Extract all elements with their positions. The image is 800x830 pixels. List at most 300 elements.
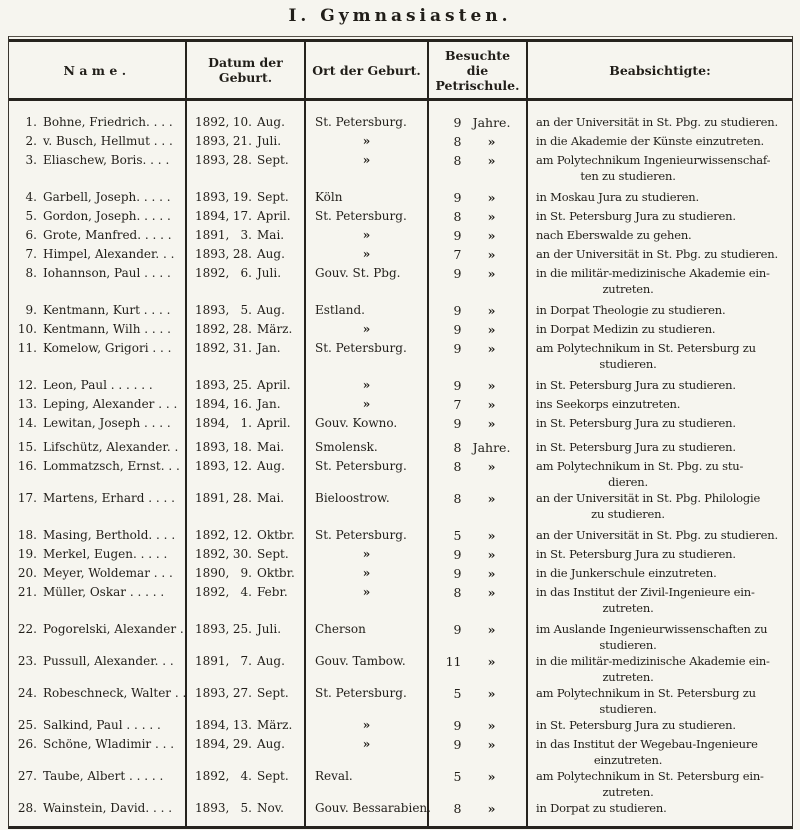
school-years-cell <box>429 151 528 183</box>
student-name: Leping, Alexander . . . <box>43 397 178 411</box>
intention-line: studieren. <box>599 638 657 652</box>
table-row <box>9 767 792 799</box>
student-name: Martens, Erhard . . . . <box>43 491 175 505</box>
years-attended: 8 <box>453 209 462 224</box>
table-row <box>9 799 792 826</box>
years-unit: » <box>487 547 496 562</box>
birth-day: 12. <box>232 459 252 473</box>
school-years-cell <box>429 371 528 395</box>
student-name: Masing, Berthold. . . . <box>43 528 176 542</box>
row-number: 16. <box>17 459 37 473</box>
student-name: Grote, Manfred. . . . . <box>43 228 172 242</box>
birth-year: 1890, <box>195 566 230 580</box>
name-cell <box>9 339 187 371</box>
birth-day: 9. <box>240 566 252 580</box>
birth-month: Mai. <box>257 491 285 505</box>
table-row <box>9 264 792 296</box>
birth-year: 1892, <box>195 528 230 542</box>
intention-line: zutreten. <box>602 282 654 296</box>
birth-place-cell: » <box>306 371 429 395</box>
name-cell <box>9 395 187 414</box>
birth-year: 1893, <box>195 459 230 473</box>
years-unit: » <box>487 209 496 224</box>
row-number: 7. <box>25 247 37 261</box>
birth-month: Aug. <box>257 247 285 261</box>
birth-month: Aug. <box>257 459 285 473</box>
header-school-years: Besuchte die Petrischule. <box>429 42 528 98</box>
intention-line: am Polytechnikum in St. Petersburg zu <box>536 686 756 700</box>
birth-place-cell: » <box>306 735 429 767</box>
school-years-cell <box>429 183 528 207</box>
student-name: Salkind, Paul . . . . . <box>43 718 161 732</box>
birth-day: 16. <box>232 397 252 411</box>
row-number: 3. <box>25 153 37 167</box>
birth-month: März. <box>257 322 293 336</box>
years-attended: 5 <box>453 528 462 543</box>
intention-line: zu studieren. <box>591 507 665 521</box>
row-number: 1. <box>25 115 37 129</box>
row-number: 4. <box>25 190 37 204</box>
student-name: Komelow, Grigori . . . <box>43 341 172 355</box>
birth-day: 4. <box>240 769 252 783</box>
row-number: 24. <box>17 686 37 700</box>
birth-place-cell: » <box>306 564 429 583</box>
row-number: 19. <box>17 547 37 561</box>
intention-cell <box>528 151 792 183</box>
intention-cell <box>528 320 792 339</box>
birth-day: 6. <box>240 266 252 280</box>
school-years-cell <box>429 735 528 767</box>
birth-year: 1893, <box>195 686 230 700</box>
name-cell <box>9 716 187 735</box>
name-cell <box>9 545 187 564</box>
table-row <box>9 684 792 716</box>
birth-place-cell: St. Petersburg. <box>306 684 429 716</box>
years-attended: 9 <box>453 190 462 205</box>
birth-month: Aug. <box>257 654 285 668</box>
birth-year: 1893, <box>195 622 230 636</box>
intention-line: in Dorpat Theologie zu studieren. <box>536 303 726 317</box>
birth-place-cell: Gouv. Kowno. <box>306 414 429 433</box>
birth-year: 1894, <box>195 397 230 411</box>
birth-date-cell <box>187 183 306 207</box>
name-cell <box>9 320 187 339</box>
birth-year: 1893, <box>195 134 230 148</box>
years-attended: 8 <box>453 585 462 600</box>
name-cell <box>9 101 187 132</box>
birth-date-cell <box>187 545 306 564</box>
table-row <box>9 457 792 489</box>
intention-line: an der Universität in St. Pbg. zu studieren. <box>536 247 778 261</box>
name-cell <box>9 457 187 489</box>
name-cell <box>9 414 187 433</box>
birth-year: 1892, <box>195 547 230 561</box>
birth-day: 5. <box>240 303 252 317</box>
birth-date-cell <box>187 583 306 615</box>
years-unit: » <box>487 303 496 318</box>
intention-line: an der Universität in St. Pbg. zu studieren. <box>536 528 778 542</box>
birth-month: Juli. <box>257 622 282 636</box>
years-attended: 9 <box>453 737 462 752</box>
intention-line: in die militär-medizinische Akademie ein- <box>536 654 770 668</box>
birth-day: 12. <box>232 528 252 542</box>
school-years-cell <box>429 101 528 132</box>
intention-line: in St. Petersburg Jura zu studieren. <box>536 440 736 454</box>
page-title: I. Gymnasiasten. <box>288 6 512 26</box>
name-cell <box>9 226 187 245</box>
intention-cell <box>528 583 792 615</box>
years-attended: 11 <box>445 654 462 669</box>
intention-line: in St. Petersburg Jura zu studieren. <box>536 378 736 392</box>
school-years-cell <box>429 545 528 564</box>
intention-line: ten zu studieren. <box>580 169 676 183</box>
name-cell <box>9 132 187 151</box>
table-row <box>9 339 792 371</box>
birth-month: Juli. <box>257 134 282 148</box>
intention-cell <box>528 371 792 395</box>
birth-place-cell: » <box>306 545 429 564</box>
years-unit: Jahre. <box>472 115 511 130</box>
intention-line: dieren. <box>608 475 648 489</box>
birth-day: 19. <box>232 190 252 204</box>
header-birth-place: Ort der Geburt. <box>306 42 429 98</box>
birth-date-cell <box>187 564 306 583</box>
years-attended: 8 <box>453 153 462 168</box>
birth-month: Jan. <box>257 341 281 355</box>
birth-date-cell <box>187 132 306 151</box>
birth-month: Sept. <box>257 190 289 204</box>
birth-day: 3. <box>240 228 252 242</box>
row-number: 28. <box>17 801 37 815</box>
table-row <box>9 245 792 264</box>
birth-day: 28. <box>232 491 252 505</box>
birth-day: 28. <box>232 322 252 336</box>
table-header-row <box>9 42 792 101</box>
intention-cell <box>528 735 792 767</box>
years-unit: » <box>487 134 496 149</box>
name-cell <box>9 564 187 583</box>
name-cell <box>9 521 187 545</box>
birth-month: März. <box>257 718 293 732</box>
intention-cell <box>528 226 792 245</box>
years-attended: 9 <box>453 416 462 431</box>
intention-line: in Dorpat Medizin zu studieren. <box>536 322 716 336</box>
name-cell <box>9 799 187 826</box>
birth-place-cell: Reval. <box>306 767 429 799</box>
name-cell <box>9 151 187 183</box>
intention-cell <box>528 716 792 735</box>
years-unit: » <box>487 528 496 543</box>
birth-month: Oktbr. <box>257 566 295 580</box>
table-row <box>9 735 792 767</box>
birth-place-cell: » <box>306 583 429 615</box>
school-years-cell <box>429 433 528 457</box>
school-years-cell <box>429 684 528 716</box>
years-attended: 8 <box>453 440 462 455</box>
school-years-cell <box>429 226 528 245</box>
row-number: 21. <box>17 585 37 599</box>
intention-cell <box>528 296 792 320</box>
school-years-cell <box>429 489 528 521</box>
birth-month: Aug. <box>257 737 285 751</box>
birth-month: Mai. <box>257 228 285 242</box>
intention-line: in die Junkerschule einzutreten. <box>536 566 717 580</box>
school-years-cell <box>429 296 528 320</box>
years-attended: 9 <box>453 322 462 337</box>
intention-line: in das Institut der Zivil-Ingenieure ein- <box>536 585 755 599</box>
row-number: 26. <box>17 737 37 751</box>
birth-year: 1892, <box>195 115 230 129</box>
years-attended: 7 <box>453 247 462 262</box>
table-row <box>9 521 792 545</box>
header-name: Name. <box>9 42 187 98</box>
student-name: Merkel, Eugen. . . . . <box>43 547 168 561</box>
student-name: Meyer, Woldemar . . . <box>43 566 173 580</box>
intention-line: am Polytechnikum in St. Pbg. zu stu- <box>536 459 744 473</box>
birth-year: 1894, <box>195 737 230 751</box>
student-name: Lifschütz, Alexander. . <box>43 440 179 454</box>
row-number: 5. <box>25 209 37 223</box>
student-name: Iohannson, Paul . . . . <box>43 266 171 280</box>
table-row <box>9 320 792 339</box>
school-years-cell <box>429 395 528 414</box>
school-years-cell <box>429 521 528 545</box>
birth-day: 31. <box>232 341 252 355</box>
years-attended: 7 <box>453 397 462 412</box>
years-attended: 9 <box>453 115 462 130</box>
birth-place-cell: Smolensk. <box>306 433 429 457</box>
years-unit: » <box>487 378 496 393</box>
school-years-cell <box>429 799 528 826</box>
birth-date-cell <box>187 296 306 320</box>
years-unit: » <box>487 190 496 205</box>
birth-place-cell: Köln <box>306 183 429 207</box>
intention-cell <box>528 457 792 489</box>
birth-month: April. <box>257 209 291 223</box>
years-unit: » <box>487 322 496 337</box>
birth-date-cell <box>187 652 306 684</box>
row-number: 13. <box>17 397 37 411</box>
years-attended: 8 <box>453 491 462 506</box>
name-cell <box>9 433 187 457</box>
birth-date-cell <box>187 489 306 521</box>
intention-cell <box>528 132 792 151</box>
table-row <box>9 151 792 183</box>
birth-month: Juli. <box>257 266 282 280</box>
intention-line: in Dorpat zu studieren. <box>536 801 667 815</box>
birth-place-cell: Bieloostrow. <box>306 489 429 521</box>
birth-date-cell <box>187 371 306 395</box>
school-years-cell <box>429 245 528 264</box>
row-number: 6. <box>25 228 37 242</box>
birth-month: Aug. <box>257 303 285 317</box>
table-row <box>9 207 792 226</box>
row-number: 14. <box>17 416 37 430</box>
intention-cell <box>528 545 792 564</box>
birth-place-cell: » <box>306 395 429 414</box>
birth-year: 1893, <box>195 247 230 261</box>
intention-line: in St. Petersburg Jura zu studieren. <box>536 718 736 732</box>
table-row <box>9 652 792 684</box>
birth-date-cell <box>187 151 306 183</box>
student-name: Kentmann, Kurt . . . . <box>43 303 171 317</box>
birth-place-cell: Gouv. Bessarabien. <box>306 799 429 826</box>
birth-place-cell: » <box>306 320 429 339</box>
birth-month: Jan. <box>257 397 281 411</box>
row-number: 2. <box>25 134 37 148</box>
birth-day: 30. <box>232 547 252 561</box>
student-name: Leon, Paul . . . . . . <box>43 378 153 392</box>
years-unit: » <box>487 228 496 243</box>
student-name: Himpel, Alexander. . . <box>43 247 175 261</box>
intention-cell <box>528 207 792 226</box>
intention-line: in das Institut der Wegebau-Ingenieure <box>536 737 758 751</box>
birth-date-cell <box>187 264 306 296</box>
birth-date-cell <box>187 395 306 414</box>
birth-date-cell <box>187 320 306 339</box>
birth-year: 1891, <box>195 228 230 242</box>
birth-day: 29. <box>232 737 252 751</box>
student-name: Kentmann, Wilh . . . . <box>43 322 171 336</box>
birth-place-cell: » <box>306 716 429 735</box>
table-row <box>9 395 792 414</box>
birth-month: April. <box>257 378 291 392</box>
row-number: 18. <box>17 528 37 542</box>
row-number: 15. <box>17 440 37 454</box>
school-years-cell <box>429 207 528 226</box>
birth-date-cell <box>187 767 306 799</box>
birth-date-cell <box>187 245 306 264</box>
intention-line: zutreten. <box>602 601 654 615</box>
student-name: Wainstein, David. . . . <box>43 801 173 815</box>
years-attended: 9 <box>453 341 462 356</box>
students-table <box>8 36 793 829</box>
table-row <box>9 296 792 320</box>
years-unit: » <box>487 585 496 600</box>
birth-month: April. <box>257 416 291 430</box>
birth-year: 1892, <box>195 266 230 280</box>
table-row <box>9 583 792 615</box>
intention-line: zutreten. <box>602 785 654 799</box>
intention-cell <box>528 799 792 826</box>
name-cell <box>9 652 187 684</box>
birth-date-cell <box>187 339 306 371</box>
birth-month: Aug. <box>257 115 285 129</box>
intention-cell <box>528 101 792 132</box>
birth-year: 1891, <box>195 654 230 668</box>
years-attended: 9 <box>453 622 462 637</box>
student-name: Lommatzsch, Ernst. . . <box>43 459 180 473</box>
name-cell <box>9 735 187 767</box>
student-name: Pussull, Alexander. . . <box>43 654 174 668</box>
birth-day: 10. <box>232 115 252 129</box>
years-unit: » <box>487 718 496 733</box>
row-number: 23. <box>17 654 37 668</box>
birth-date-cell <box>187 457 306 489</box>
birth-year: 1893, <box>195 378 230 392</box>
intention-cell <box>528 395 792 414</box>
birth-year: 1893, <box>195 303 230 317</box>
birth-year: 1893, <box>195 190 230 204</box>
birth-day: 25. <box>232 378 252 392</box>
birth-year: 1892, <box>195 769 230 783</box>
intention-line: in die militär-medizinische Akademie ein- <box>536 266 770 280</box>
birth-month: Oktbr. <box>257 528 295 542</box>
intention-line: in St. Petersburg Jura zu studieren. <box>536 416 736 430</box>
row-number: 8. <box>25 266 37 280</box>
birth-year: 1892, <box>195 585 230 599</box>
table-row <box>9 545 792 564</box>
birth-day: 27. <box>232 686 252 700</box>
name-cell <box>9 489 187 521</box>
table-row <box>9 371 792 395</box>
birth-place-cell: St. Petersburg. <box>306 521 429 545</box>
birth-day: 4. <box>240 585 252 599</box>
birth-date-cell <box>187 716 306 735</box>
birth-place-cell: St. Petersburg. <box>306 101 429 132</box>
years-attended: 9 <box>453 566 462 581</box>
intention-line: nach Eberswalde zu gehen. <box>536 228 692 242</box>
school-years-cell <box>429 767 528 799</box>
birth-year: 1893, <box>195 440 230 454</box>
birth-date-cell <box>187 414 306 433</box>
intention-line: an der Universität in St. Pbg. Philologie <box>536 491 761 505</box>
table-row <box>9 564 792 583</box>
intention-line: an der Universität in St. Pbg. zu studieren. <box>536 115 778 129</box>
years-attended: 5 <box>453 769 462 784</box>
birth-day: 28. <box>232 247 252 261</box>
intention-cell <box>528 339 792 371</box>
student-name: Lewitan, Joseph . . . . <box>43 416 171 430</box>
birth-day: 13. <box>232 718 252 732</box>
years-attended: 5 <box>453 686 462 701</box>
birth-place-cell: Cherson <box>306 615 429 652</box>
table-row <box>9 226 792 245</box>
years-attended: 9 <box>453 547 462 562</box>
intention-cell <box>528 414 792 433</box>
row-number: 12. <box>17 378 37 392</box>
intention-line: einzutreten. <box>593 753 663 767</box>
header-birth-date: Datum der Geburt. <box>187 42 306 98</box>
table-body <box>9 101 792 826</box>
intention-line: am Polytechnikum Ingenieurwissenschaf- <box>536 153 771 167</box>
years-attended: 9 <box>453 378 462 393</box>
birth-year: 1893, <box>195 153 230 167</box>
intention-cell <box>528 521 792 545</box>
years-unit: » <box>487 247 496 262</box>
birth-year: 1892, <box>195 341 230 355</box>
birth-month: Sept. <box>257 153 289 167</box>
intention-cell <box>528 615 792 652</box>
intention-line: studieren. <box>599 357 657 371</box>
name-cell <box>9 207 187 226</box>
intention-line: im Auslande Ingenieurwissenschaften zu <box>536 622 768 636</box>
row-number: 17. <box>17 491 37 505</box>
birth-day: 1. <box>240 416 252 430</box>
years-unit: » <box>487 266 496 281</box>
student-name: Gordon, Joseph. . . . . <box>43 209 171 223</box>
intention-line: zutreten. <box>602 670 654 684</box>
intention-cell <box>528 652 792 684</box>
birth-date-cell <box>187 101 306 132</box>
name-cell <box>9 684 187 716</box>
name-cell <box>9 371 187 395</box>
birth-day: 25. <box>232 622 252 636</box>
birth-place-cell: St. Petersburg. <box>306 207 429 226</box>
school-years-cell <box>429 457 528 489</box>
years-unit: Jahre. <box>472 440 511 455</box>
years-attended: 9 <box>453 718 462 733</box>
